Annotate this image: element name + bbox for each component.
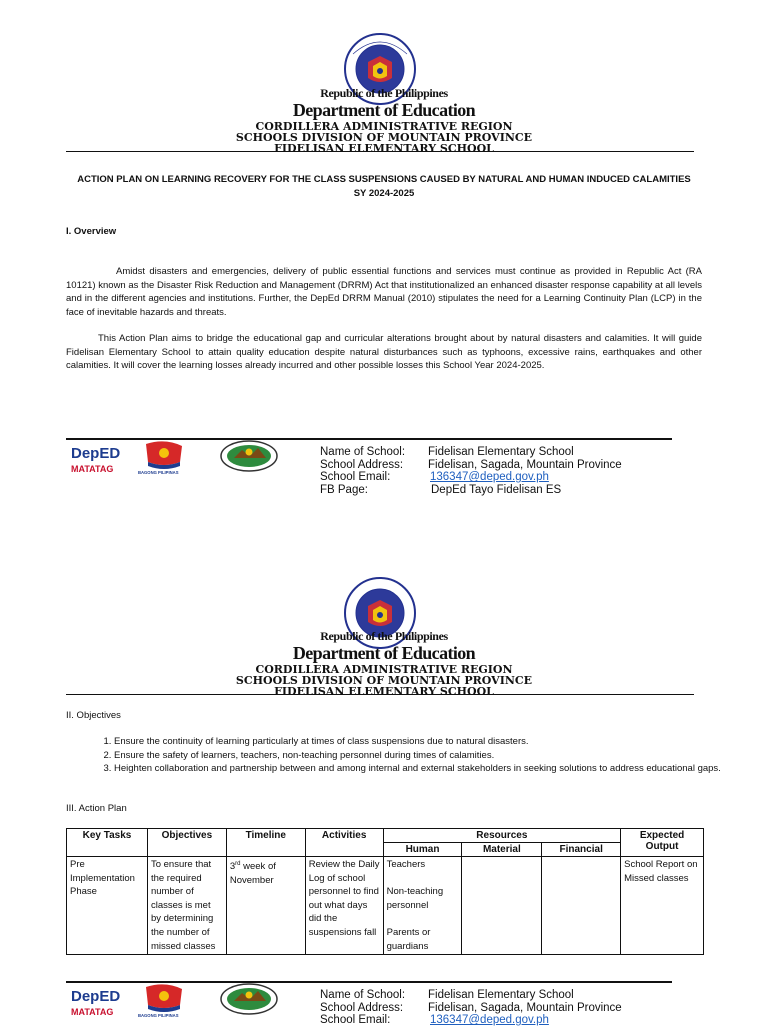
school-name-label: Name of School: [320,446,406,458]
header-block [0,86,768,154]
objectives-list [96,735,724,776]
republic-line: Republic of the Philippines [320,629,448,643]
cell-human [383,857,462,955]
footer-info-1 [320,446,622,496]
cell-activity: Review the Daily Log of school personnel to find out what days did the suspensions fall [305,857,383,955]
deped-logo-text: DepED [71,445,121,462]
plan-title [0,173,768,200]
deped-logo-text: DepED [71,988,121,1005]
header-rule-2 [66,694,694,695]
department-title: Department of Education [292,643,476,663]
school-email-link[interactable]: 136347@deped.gov.ph [430,1014,549,1027]
deped-matatag-logo-icon [70,442,130,478]
division-line: SCHOOLS DIVISION OF MOUNTAIN PROVINCE [235,674,533,687]
school-name-value: Fidelisan Elementary School [428,446,574,458]
human-resource: Non-teaching personnel [386,886,444,911]
th-material: Material [462,843,542,857]
fb-page-label: FB Page: [320,483,368,496]
overview-heading: I. Overview [66,226,117,237]
plan-title-line1: ACTION PLAN ON LEARNING RECOVERY FOR THE CLASS SUSPENSIONS CAUSED BY NATURAL AND HUMAN INDUCED CALAMITIES [77,174,691,185]
bagong-pilipinas-text: BAGONG PILIPINAS [138,470,179,475]
division-line: SCHOOLS DIVISION OF MOUNTAIN PROVINCE [235,131,533,144]
bagong-pilipinas-logo-icon [136,440,194,476]
th-objectives: Objectives [147,829,226,857]
school-name-label: Name of School: [320,989,406,1001]
school-address-label: School Address: [320,1001,404,1014]
bagong-pilipinas-text: BAGONG PILIPINAS [138,1013,179,1018]
region-line: CORDILLERA ADMINISTRATIVE REGION [255,663,513,676]
human-resource: Teachers [386,859,426,870]
school-address-value: Fidelisan, Sagada, Mountain Province [428,1001,622,1014]
objectives-heading: II. Objectives [66,710,121,721]
school-logo-icon [220,983,278,1015]
matatag-logo-text: MATATAG [71,1007,114,1017]
th-resources: Resources [383,829,621,843]
cell-key-task: Pre Implementation Phase [67,857,148,955]
objective-item: 1. Ensure the continuity of learning particularly at times of class suspensions due to natural disasters. [114,735,724,749]
th-human: Human [383,843,462,857]
action-plan-table [66,828,704,955]
th-timeline: Timeline [226,829,305,857]
cell-timeline [226,857,305,955]
footer-info-2 [320,989,622,1027]
cell-expected-output: School Report on Missed classes [621,857,704,955]
school-line: FIDELISAN ELEMENTARY SCHOOL [274,142,494,155]
th-key-tasks: Key Tasks [67,829,148,857]
cell-material [462,857,542,955]
plan-title-line2: SY 2024-2025 [353,187,415,199]
school-address-label: School Address: [320,458,404,471]
table-header-row [67,829,704,843]
header-rule [66,151,694,152]
action-plan-heading: III. Action Plan [66,803,127,814]
human-resource: Parents or guardians [386,926,431,952]
school-email-label: School Email: [320,1014,391,1027]
th-financial: Financial [542,843,621,857]
objective-item: 3. Heighten collaboration and partnership between and among internal and external stakeholders in seeking solutions to address educational gaps. [114,762,724,776]
matatag-logo-text: MATATAG [71,464,114,474]
header-block-2 [0,629,768,697]
school-line: FIDELISAN ELEMENTARY SCHOOL [274,685,494,698]
school-address-value: Fidelisan, Sagada, Mountain Province [428,458,622,471]
school-logo-icon [220,440,278,472]
fb-page-value: DepEd Tayo Fidelisan ES [431,483,562,496]
table-row [67,857,704,955]
timeline-superscript: rd [235,861,241,867]
bagong-pilipinas-logo-icon [136,983,194,1019]
deped-matatag-logo-icon [70,985,130,1021]
department-title: Department of Education [292,100,476,120]
objective-item: 2. Ensure the safety of learners, teachers, non-teaching personnel during times of calamities. [114,749,724,763]
republic-line: Republic of the Philippines [320,86,448,100]
th-activities: Activities [305,829,383,857]
overview-paragraph-2: This Action Plan aims to bridge the educational gap and curricular alterations brought about by natural disasters and calamities. It will guide Fidelisan Elementary School to attain quality education despite natural disturbances such as typhoons, excessive rains, earthquakes and other calamities. It will cover the learning losses already incurred and other possible losses this School Year 2024-2025. [66,333,702,372]
th-expected-output: Expected Output [621,829,704,857]
school-email-label: School Email: [320,471,391,484]
region-line: CORDILLERA ADMINISTRATIVE REGION [255,120,513,133]
timeline-rest: week of November [229,861,276,886]
overview-paragraph-1: Amidst disasters and emergencies, delivery of public essential functions and services must continue as provided in Republic Act (RA 10121) known as the Disaster Risk Reduction and Management (DRRM) Act that institutionalized an enhanced disaster response capability at all levels and in the different agencies and institutions. Further, the DepEd DRRM Manual (2010) stipulates the need for a Learning Continuity Plan (LCP) in the face of inevitable hazards and threats. [66,266,702,318]
school-name-value: Fidelisan Elementary School [428,989,574,1001]
cell-objective: To ensure that the required number of classes is met by determining the number of missed classes [147,857,226,955]
school-email-link[interactable]: 136347@deped.gov.ph [430,471,549,484]
cell-financial [542,857,621,955]
timeline-number: 3 [229,861,236,873]
